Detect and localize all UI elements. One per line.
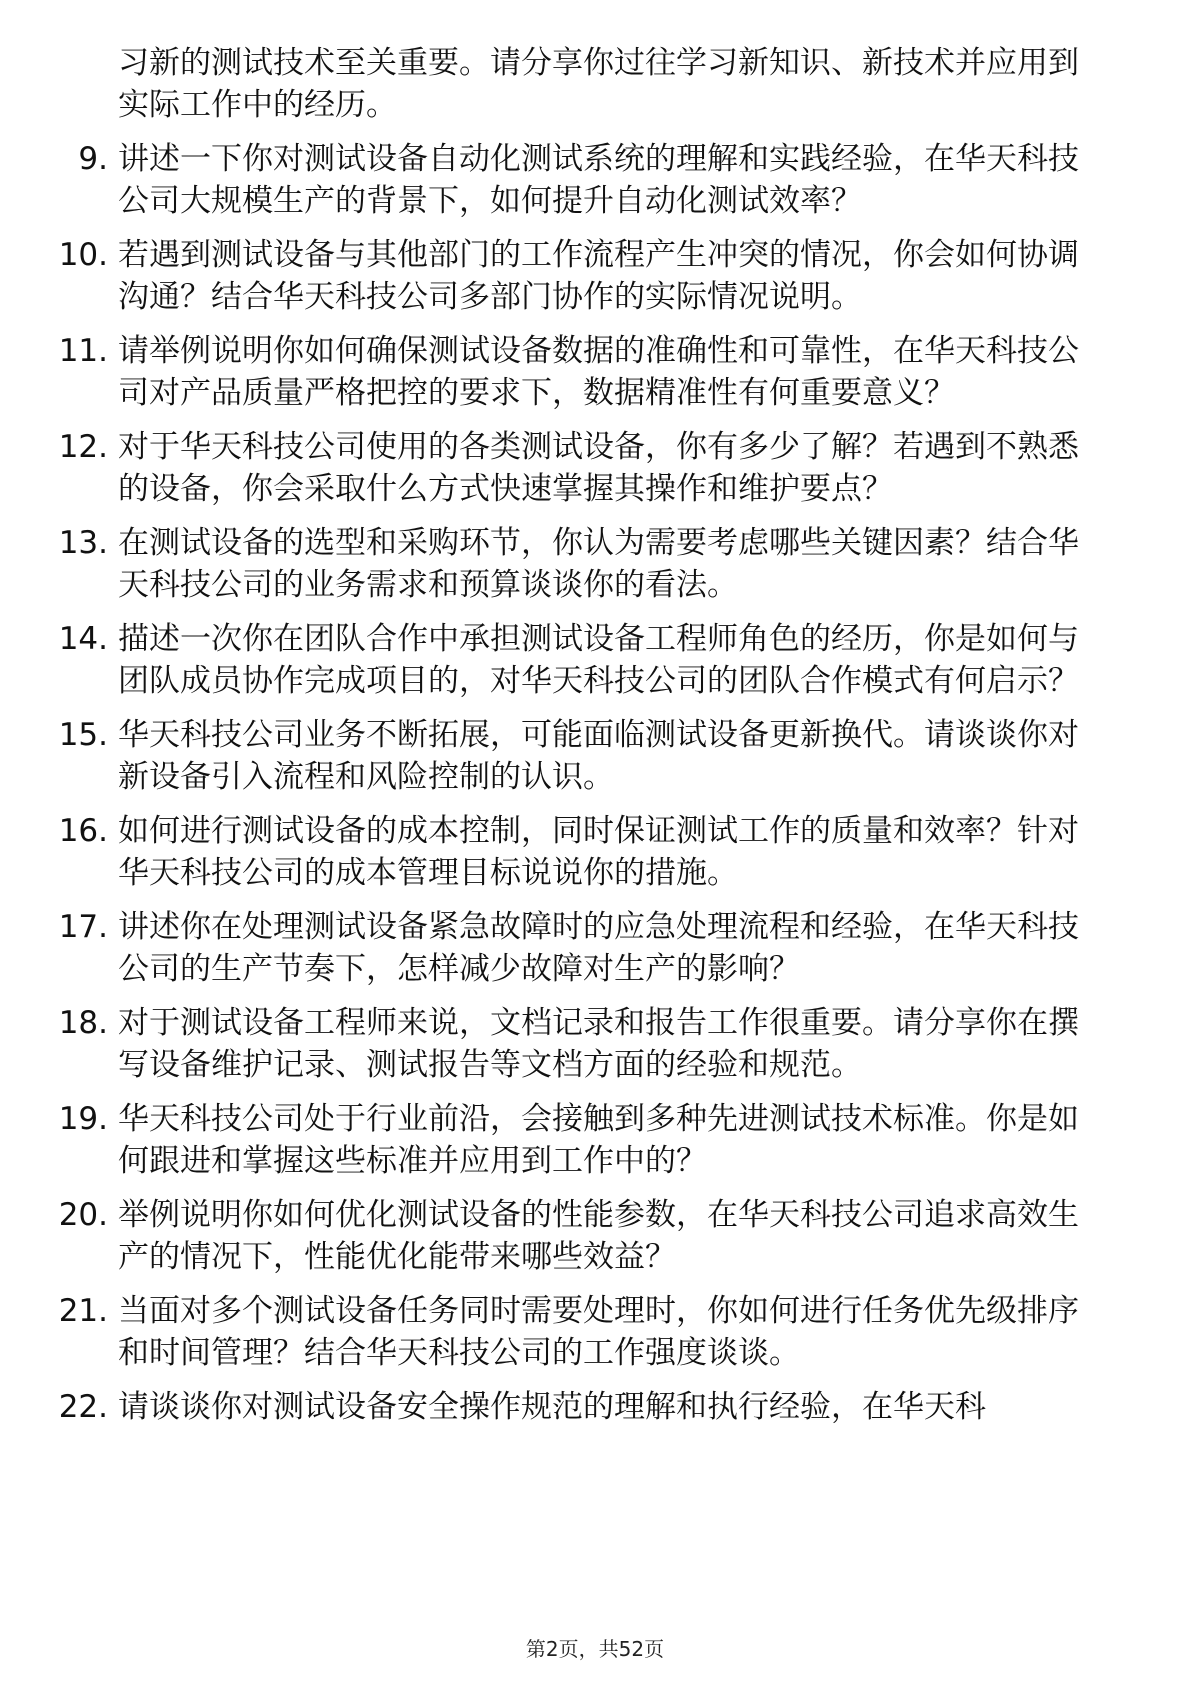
question-item	[0, 138, 1190, 222]
question-text: 若遇到测试设备与其他部门的工作流程产生冲突的情况，你会如何协调沟通？结合华天科技公司多部门协作的实际情况说明。	[118, 237, 1079, 315]
question-item	[0, 906, 1190, 990]
question-number: 17.	[58, 909, 108, 945]
question-text: 描述一次你在团队合作中承担测试设备工程师角色的经历，你是如何与团队成员协作完成项目的，对华天科技公司的团队合作模式有何启示？	[118, 621, 1079, 699]
question-number: 22.	[58, 1389, 108, 1425]
continued-paragraph: 习新的测试技术至关重要。请分享你过往学习新知识、新技术并应用到实际工作中的经历。	[118, 45, 1079, 123]
question-item	[0, 618, 1190, 702]
question-number: 12.	[58, 429, 108, 465]
question-item	[0, 1386, 1190, 1428]
question-text: 举例说明你如何优化测试设备的性能参数，在华天科技公司追求高效生产的情况下，性能优化能带来哪些效益？	[118, 1197, 1079, 1275]
question-text: 对于测试设备工程师来说，文档记录和报告工作很重要。请分享你在撰写设备维护记录、测试报告等文档方面的经验和规范。	[118, 1005, 1079, 1083]
question-text: 讲述你在处理测试设备紧急故障时的应急处理流程和经验，在华天科技公司的生产节奏下，怎样减少故障对生产的影响？	[118, 909, 1079, 987]
question-number: 18.	[58, 1005, 108, 1041]
question-text: 当面对多个测试设备任务同时需要处理时，你如何进行任务优先级排序和时间管理？结合华天科技公司的工作强度谈谈。	[118, 1293, 1079, 1371]
question-item	[0, 330, 1190, 414]
question-item	[0, 1098, 1190, 1182]
question-item	[0, 1194, 1190, 1278]
question-number: 14.	[58, 621, 108, 657]
question-item	[0, 1002, 1190, 1086]
question-text: 请谈谈你对测试设备安全操作规范的理解和执行经验，在华天科	[118, 1389, 986, 1425]
question-text: 讲述一下你对测试设备自动化测试系统的理解和实践经验，在华天科技公司大规模生产的背景下，如何提升自动化测试效率？	[118, 141, 1079, 219]
question-number: 20.	[58, 1197, 108, 1233]
question-item	[0, 714, 1190, 798]
question-text: 对于华天科技公司使用的各类测试设备，你有多少了解？若遇到不熟悉的设备，你会采取什么方式快速掌握其操作和维护要点？	[118, 429, 1079, 507]
question-number: 16.	[58, 813, 108, 849]
question-text: 华天科技公司处于行业前沿，会接触到多种先进测试技术标准。你是如何跟进和掌握这些标准并应用到工作中的？	[118, 1101, 1079, 1179]
question-text: 华天科技公司业务不断拓展，可能面临测试设备更新换代。请谈谈你对新设备引入流程和风险控制的认识。	[118, 717, 1079, 795]
question-number: 13.	[58, 525, 108, 561]
question-text: 在测试设备的选型和采购环节，你认为需要考虑哪些关键因素？结合华天科技公司的业务需求和预算谈谈你的看法。	[118, 525, 1079, 603]
question-number: 21.	[58, 1293, 108, 1329]
question-number: 11.	[58, 333, 108, 369]
question-number: 9.	[78, 141, 108, 177]
question-item	[0, 522, 1190, 606]
question-number: 15.	[58, 717, 108, 753]
question-number: 10.	[58, 237, 108, 273]
question-number: 19.	[58, 1101, 108, 1137]
page-footer: 第2页，共52页	[525, 1637, 665, 1661]
question-text: 如何进行测试设备的成本控制，同时保证测试工作的质量和效率？针对华天科技公司的成本管理目标说说你的措施。	[118, 813, 1079, 891]
question-item	[0, 426, 1190, 510]
question-list	[0, 42, 1190, 1440]
question-item	[0, 234, 1190, 318]
question-item	[0, 810, 1190, 894]
question-item	[0, 1290, 1190, 1374]
question-text: 请举例说明你如何确保测试设备数据的准确性和可靠性，在华天科技公司对产品质量严格把控的要求下，数据精准性有何重要意义？	[118, 333, 1079, 411]
